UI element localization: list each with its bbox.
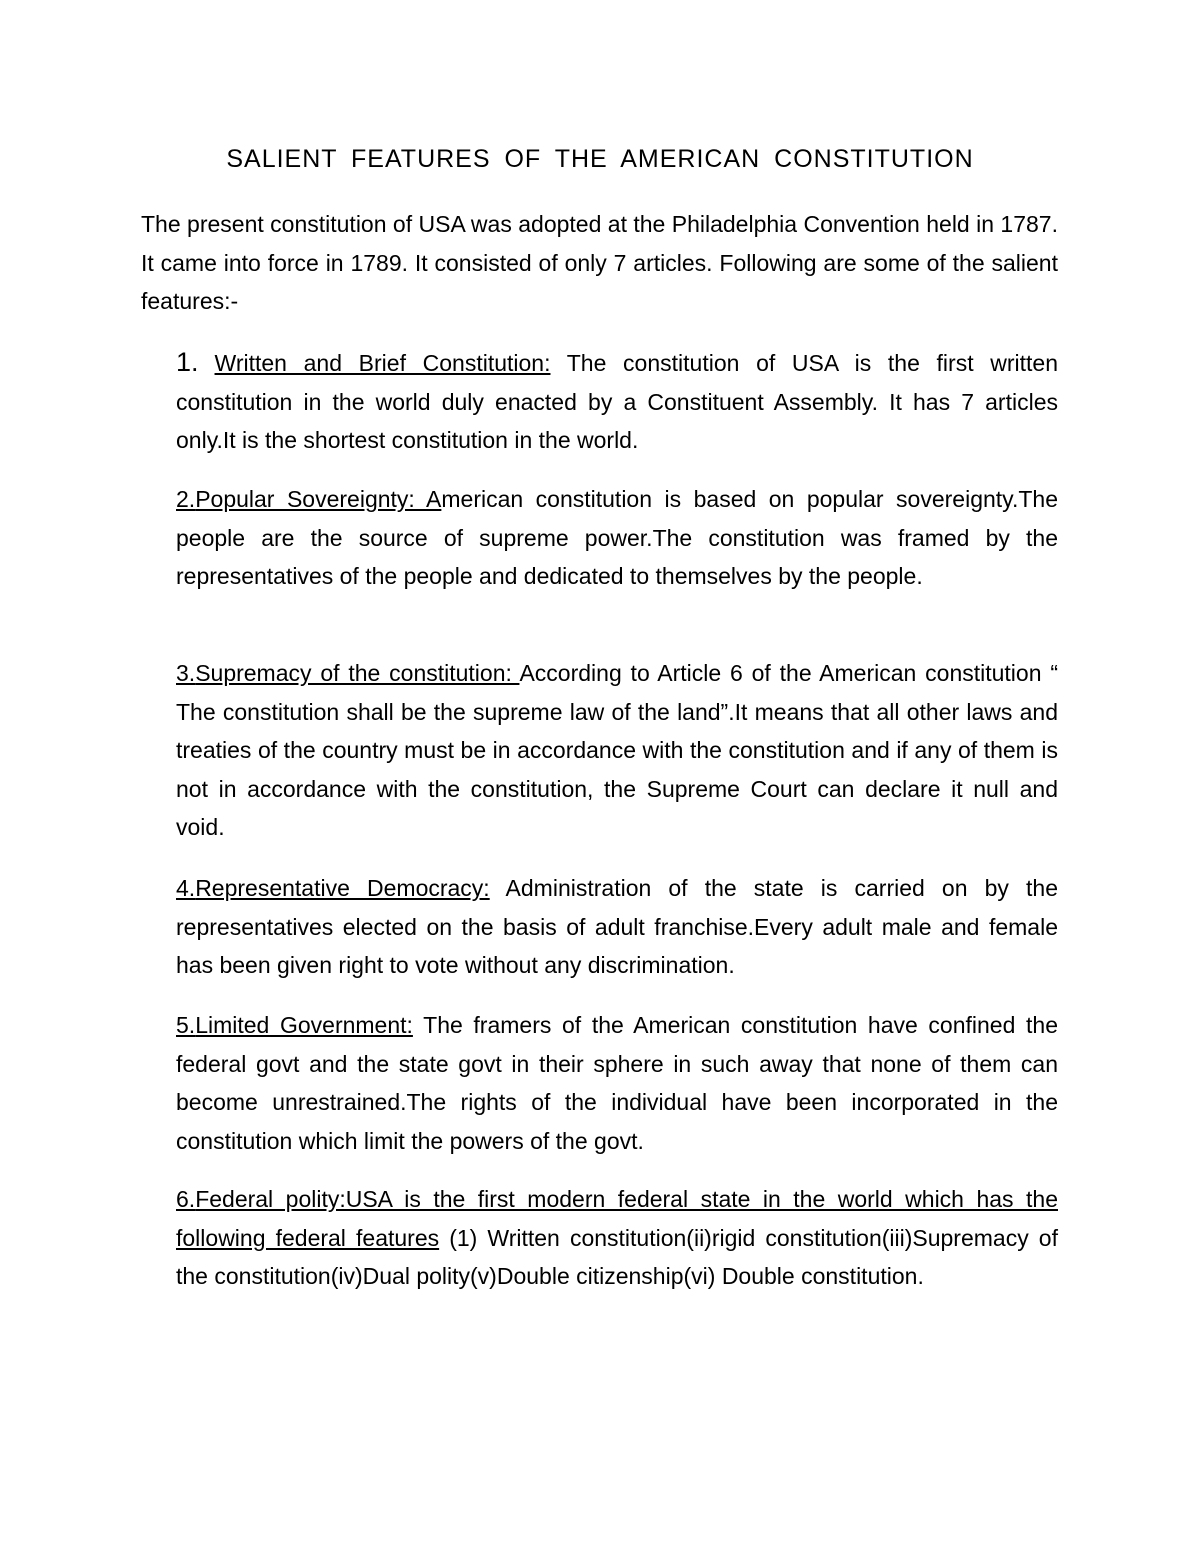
feature-item-2 bbox=[176, 480, 1058, 596]
feature-item-1 bbox=[176, 343, 1058, 460]
feature-text: (1) Written constitution(ii)rigid constitution(iii)Supremacy of the constitution(iv)Dual polity(v)Double citizenship(vi) Double constitution. bbox=[176, 1224, 1058, 1289]
feature-heading: Limited Government: bbox=[195, 1012, 413, 1038]
feature-heading: Representative Democracy: bbox=[195, 875, 490, 901]
feature-number: 3. bbox=[176, 660, 196, 686]
feature-number: 6. bbox=[176, 1186, 196, 1212]
feature-text: Administration of the state is carried on by the representatives elected on the basis of adult franchise.Every adult male and female has been given right to vote without any discrimination. bbox=[176, 875, 1058, 978]
feature-heading: Federal polity:USA is the first modern federal state in the world which has the following federal features bbox=[176, 1186, 1058, 1251]
feature-heading: Supremacy of the constitution: bbox=[195, 660, 520, 686]
feature-item-5 bbox=[176, 1006, 1058, 1160]
feature-text: According to Article 6 of the American constitution “ The constitution shall be the supreme law of the land”.It means that all other laws and treaties of the country must be in accordance with the constitution and if any of them is not in accordance with the constitution, the Supreme Court can declare it null and void. bbox=[176, 660, 1058, 840]
feature-text: The constitution of USA is the first written constitution in the world duly enacted by a Constituent Assembly. It has 7 articles only.It is the shortest constitution in the world. bbox=[176, 350, 1058, 453]
feature-heading: Written and Brief Constitution: bbox=[214, 350, 551, 376]
feature-number: 1. bbox=[176, 347, 199, 377]
page-title: SALIENT FEATURES OF THE AMERICAN CONSTITUTION bbox=[226, 145, 974, 173]
feature-item-3 bbox=[176, 654, 1058, 847]
feature-number: 4. bbox=[176, 875, 196, 901]
feature-text: The framers of the American constitution have confined the federal govt and the state govt in their sphere in such away that none of them can become unrestrained.The rights of the individual have been incorporated in the constitution which limit the powers of the govt. bbox=[176, 1012, 1058, 1154]
feature-item-6 bbox=[176, 1180, 1058, 1296]
feature-number: 2. bbox=[176, 486, 196, 512]
intro-paragraph: The present constitution of USA was adopted at the Philadelphia Convention held in 1787. It came into force in 1789. It consisted of only 7 articles. Following are some of the salient features:- bbox=[141, 211, 1058, 314]
feature-item-4 bbox=[176, 869, 1058, 985]
feature-heading: Popular Sovereignty: A bbox=[195, 486, 442, 512]
feature-text: merican constitution is based on popular sovereignty.The people are the source of supreme power.The constitution was framed by the representatives of the people and dedicated to themselves by the people. bbox=[176, 486, 1058, 589]
feature-number: 5. bbox=[176, 1012, 196, 1038]
